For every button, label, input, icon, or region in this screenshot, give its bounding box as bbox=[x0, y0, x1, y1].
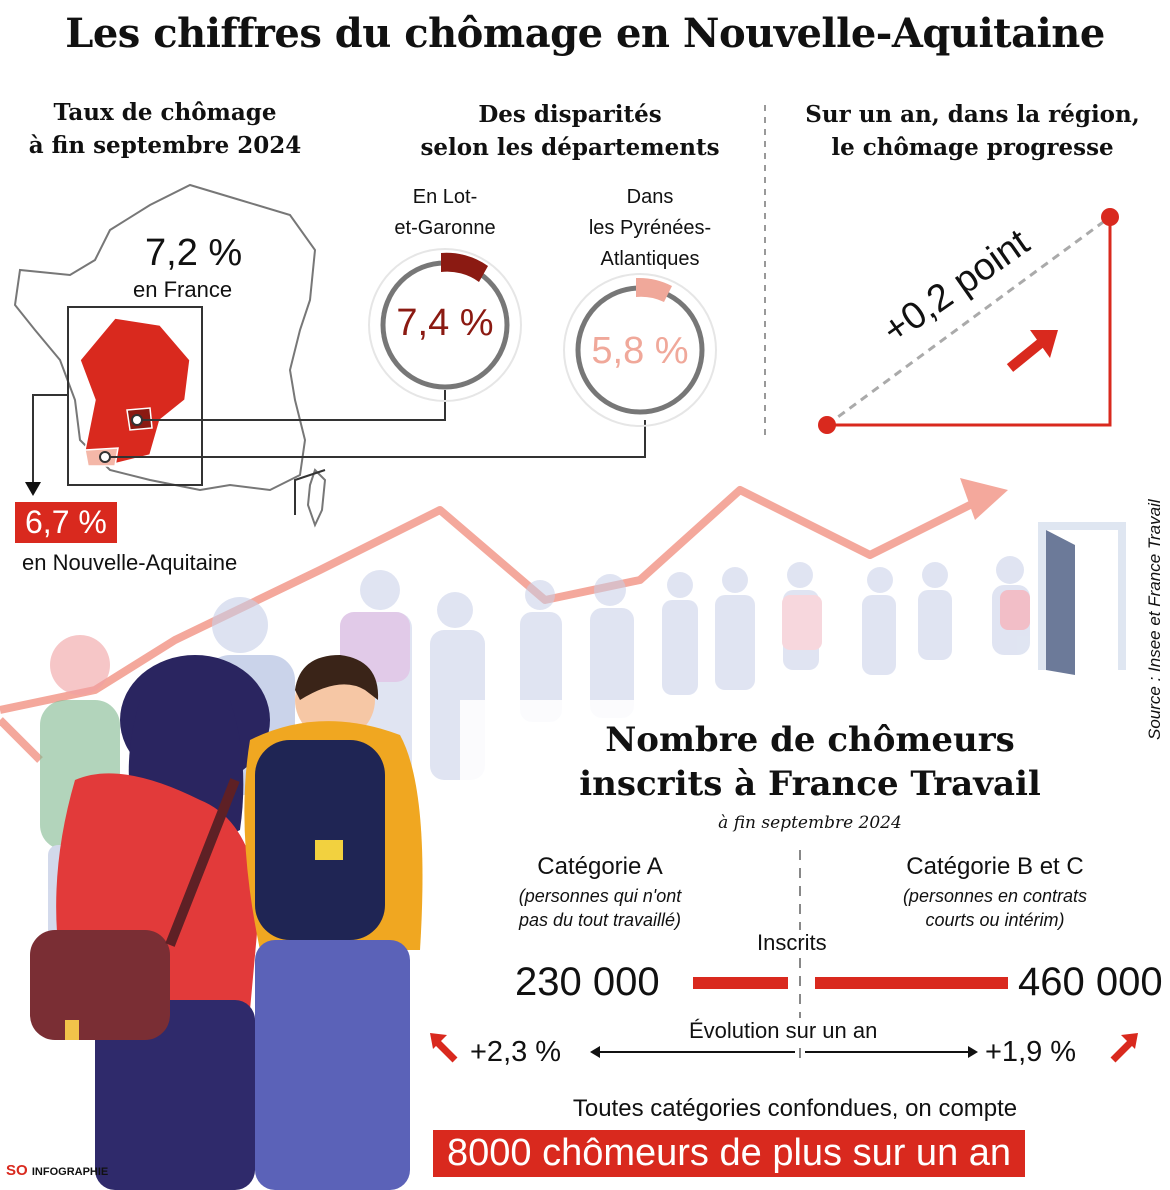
pyrenees-atlantiques-label bbox=[565, 182, 735, 275]
exit-door bbox=[1038, 522, 1126, 675]
crowd-foreground bbox=[30, 597, 423, 1190]
france-rate-label: en France bbox=[133, 277, 233, 302]
heading-line: selon les départements bbox=[420, 134, 720, 161]
cat-bc-value: 460 000 bbox=[1018, 960, 1163, 1004]
cat-bc-evolution: +1,9 % bbox=[985, 1036, 1077, 1068]
dept-name-line: et-Garonne bbox=[394, 217, 496, 239]
dept-name-line: les Pyrénées- bbox=[588, 217, 712, 239]
corsica-map bbox=[308, 470, 325, 525]
evolution-label: Évolution sur un an bbox=[685, 1018, 881, 1044]
unemployment-rate-heading bbox=[10, 96, 320, 162]
registered-date: à fin septembre 2024 bbox=[718, 813, 902, 833]
cat-bc-title: Catégorie B et C bbox=[906, 853, 1084, 880]
note-line: pas du tout travaillé) bbox=[518, 910, 682, 930]
logo-brand: SO bbox=[6, 1162, 28, 1179]
pyrenees-atlantiques-rate: 5,8 % bbox=[591, 330, 689, 372]
region-rate-label: en Nouvelle-Aquitaine bbox=[22, 550, 238, 575]
cat-a-title: Catégorie A bbox=[537, 853, 663, 880]
dept-name-line: Dans bbox=[626, 186, 674, 208]
heading-line: Taux de chômage bbox=[53, 99, 277, 126]
trend-start-dot bbox=[818, 416, 836, 434]
note-line: (personnes en contrats bbox=[902, 886, 1088, 906]
trend-dashed-line bbox=[827, 217, 1110, 425]
dept-name-line: En Lot- bbox=[412, 186, 478, 208]
departments-heading bbox=[385, 98, 755, 164]
trend-end-dot bbox=[1101, 208, 1119, 226]
lot-et-garonne-rate: 7,4 % bbox=[396, 302, 494, 344]
heading-line: Des disparités bbox=[478, 101, 662, 128]
dept-name-line: Atlantiques bbox=[600, 248, 700, 270]
registered-label: Inscrits bbox=[753, 930, 831, 956]
heading-line: Sur un an, dans la région, bbox=[805, 101, 1140, 128]
france-rate-value: 7,2 % bbox=[145, 232, 243, 274]
cat-bc-note bbox=[870, 884, 1120, 932]
publisher-logo bbox=[6, 1162, 108, 1179]
yearly-change-heading bbox=[780, 98, 1165, 164]
logo-tag: INFOGRAPHIE bbox=[31, 1166, 109, 1178]
cat-a-bar bbox=[693, 977, 788, 989]
cat-a-evolution: +2,3 % bbox=[470, 1036, 562, 1068]
heading-line: le chômage progresse bbox=[831, 134, 1114, 161]
registered-title bbox=[540, 718, 1080, 806]
pyrenees-atlantiques-rate-arc bbox=[636, 278, 672, 302]
total-intro: Toutes catégories confondues, on compte bbox=[572, 1095, 1018, 1122]
note-line: courts ou intérim) bbox=[925, 910, 1065, 930]
cat-bc-bar bbox=[815, 977, 1008, 989]
total-banner: 8000 chômeurs de plus sur un an bbox=[433, 1130, 1025, 1177]
region-rate-value: 6,7 % bbox=[15, 502, 117, 543]
region-value-pointer bbox=[33, 395, 68, 485]
page-title: Les chiffres du chômage en Nouvelle-Aquitaine bbox=[65, 10, 1105, 57]
background-trend-arrowhead bbox=[960, 478, 1008, 520]
heading-line: à fin septembre 2024 bbox=[28, 132, 302, 159]
note-line: (personnes qui n'ont bbox=[518, 886, 682, 906]
cat-a-note bbox=[480, 884, 720, 932]
cat-a-value: 230 000 bbox=[515, 960, 660, 1004]
lot-et-garonne-label bbox=[365, 182, 525, 244]
cat-a-up-arrow-icon bbox=[430, 1033, 455, 1060]
trend-up-arrow-icon bbox=[1010, 330, 1058, 368]
title-line: inscrits à France Travail bbox=[579, 764, 1041, 804]
source-note: Source : Insee et France Travail bbox=[1145, 499, 1164, 740]
title-line: Nombre de chômeurs bbox=[605, 720, 1015, 760]
yearly-change-value: +0,2 point bbox=[875, 221, 1038, 353]
